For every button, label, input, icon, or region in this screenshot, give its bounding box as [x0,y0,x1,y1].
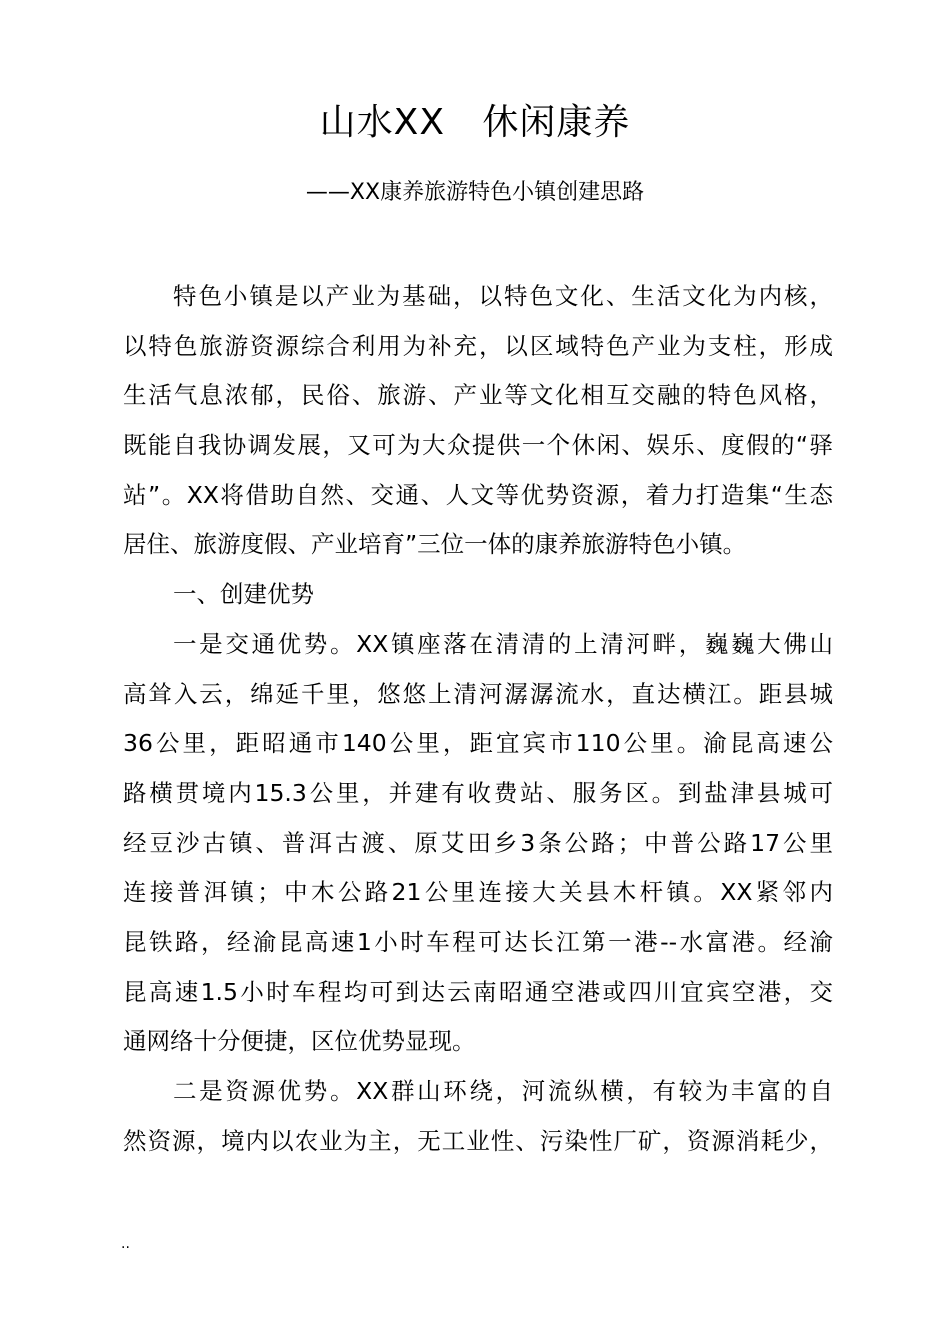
text-line: 特色小镇是以产业为基础，以特色文化、生活文化为内核， [173,282,833,310]
text-line: 站”。XX将借助自然、交通、人文等优势资源，着力打造集“生态 [123,480,833,509]
text-line: 生活气息浓郁，民俗、旅游、产业等文化相互交融的特色风格， [123,381,833,410]
text-line: 昆高速1.5小时车程均可到达云南昭通空港或四川宜宾空港，交 [123,977,833,1006]
text-line: 昆铁路，经渝昆高速1小时车程可达长江第一港--水富港。经渝 [123,927,833,956]
document-subtitle: ——XX康养旅游特色小镇创建思路 [305,180,645,205]
text-line: 路横贯境内15.3公里，并建有收费站、服务区。到盐津县城可 [123,778,833,807]
text-line: 然资源，境内以农业为主，无工业性、污染性厂矿，资源消耗少， [123,1126,833,1155]
text-line: 高耸入云，绵延千里，悠悠上清河潺潺流水，直达横江。距县城 [123,679,833,708]
section-heading: 一、创建优势 [173,580,314,609]
text-line: 既能自我协调发展，又可为大众提供一个休闲、娱乐、度假的“驿 [123,431,833,460]
footer-mark: .. [121,1236,130,1252]
text-line: 居住、旅游度假、产业培育”三位一体的康养旅游特色小镇。 [123,530,747,559]
text-line: 通网络十分便捷，区位优势显现。 [123,1027,476,1056]
text-line: 二是资源优势。XX群山环绕，河流纵横，有较为丰富的自 [173,1077,833,1105]
text-line: 36公里，距昭通市140公里，距宜宾市110公里。渝昆高速公 [123,729,833,758]
document-body [123,272,833,1166]
text-line: 以特色旅游资源综合利用为补充，以区域特色产业为支柱，形成 [123,331,833,360]
text-line: 经豆沙古镇、普洱古渡、原艾田乡3条公路；中普公路17公里 [123,828,833,857]
text-line: 连接普洱镇；中木公路21公里连接大关县木杆镇。XX紧邻内 [123,878,833,907]
text-line: 一是交通优势。XX镇座落在清清的上清河畔，巍巍大佛山 [173,629,833,658]
document-title: 山水XX 休闲康养 [319,102,631,143]
